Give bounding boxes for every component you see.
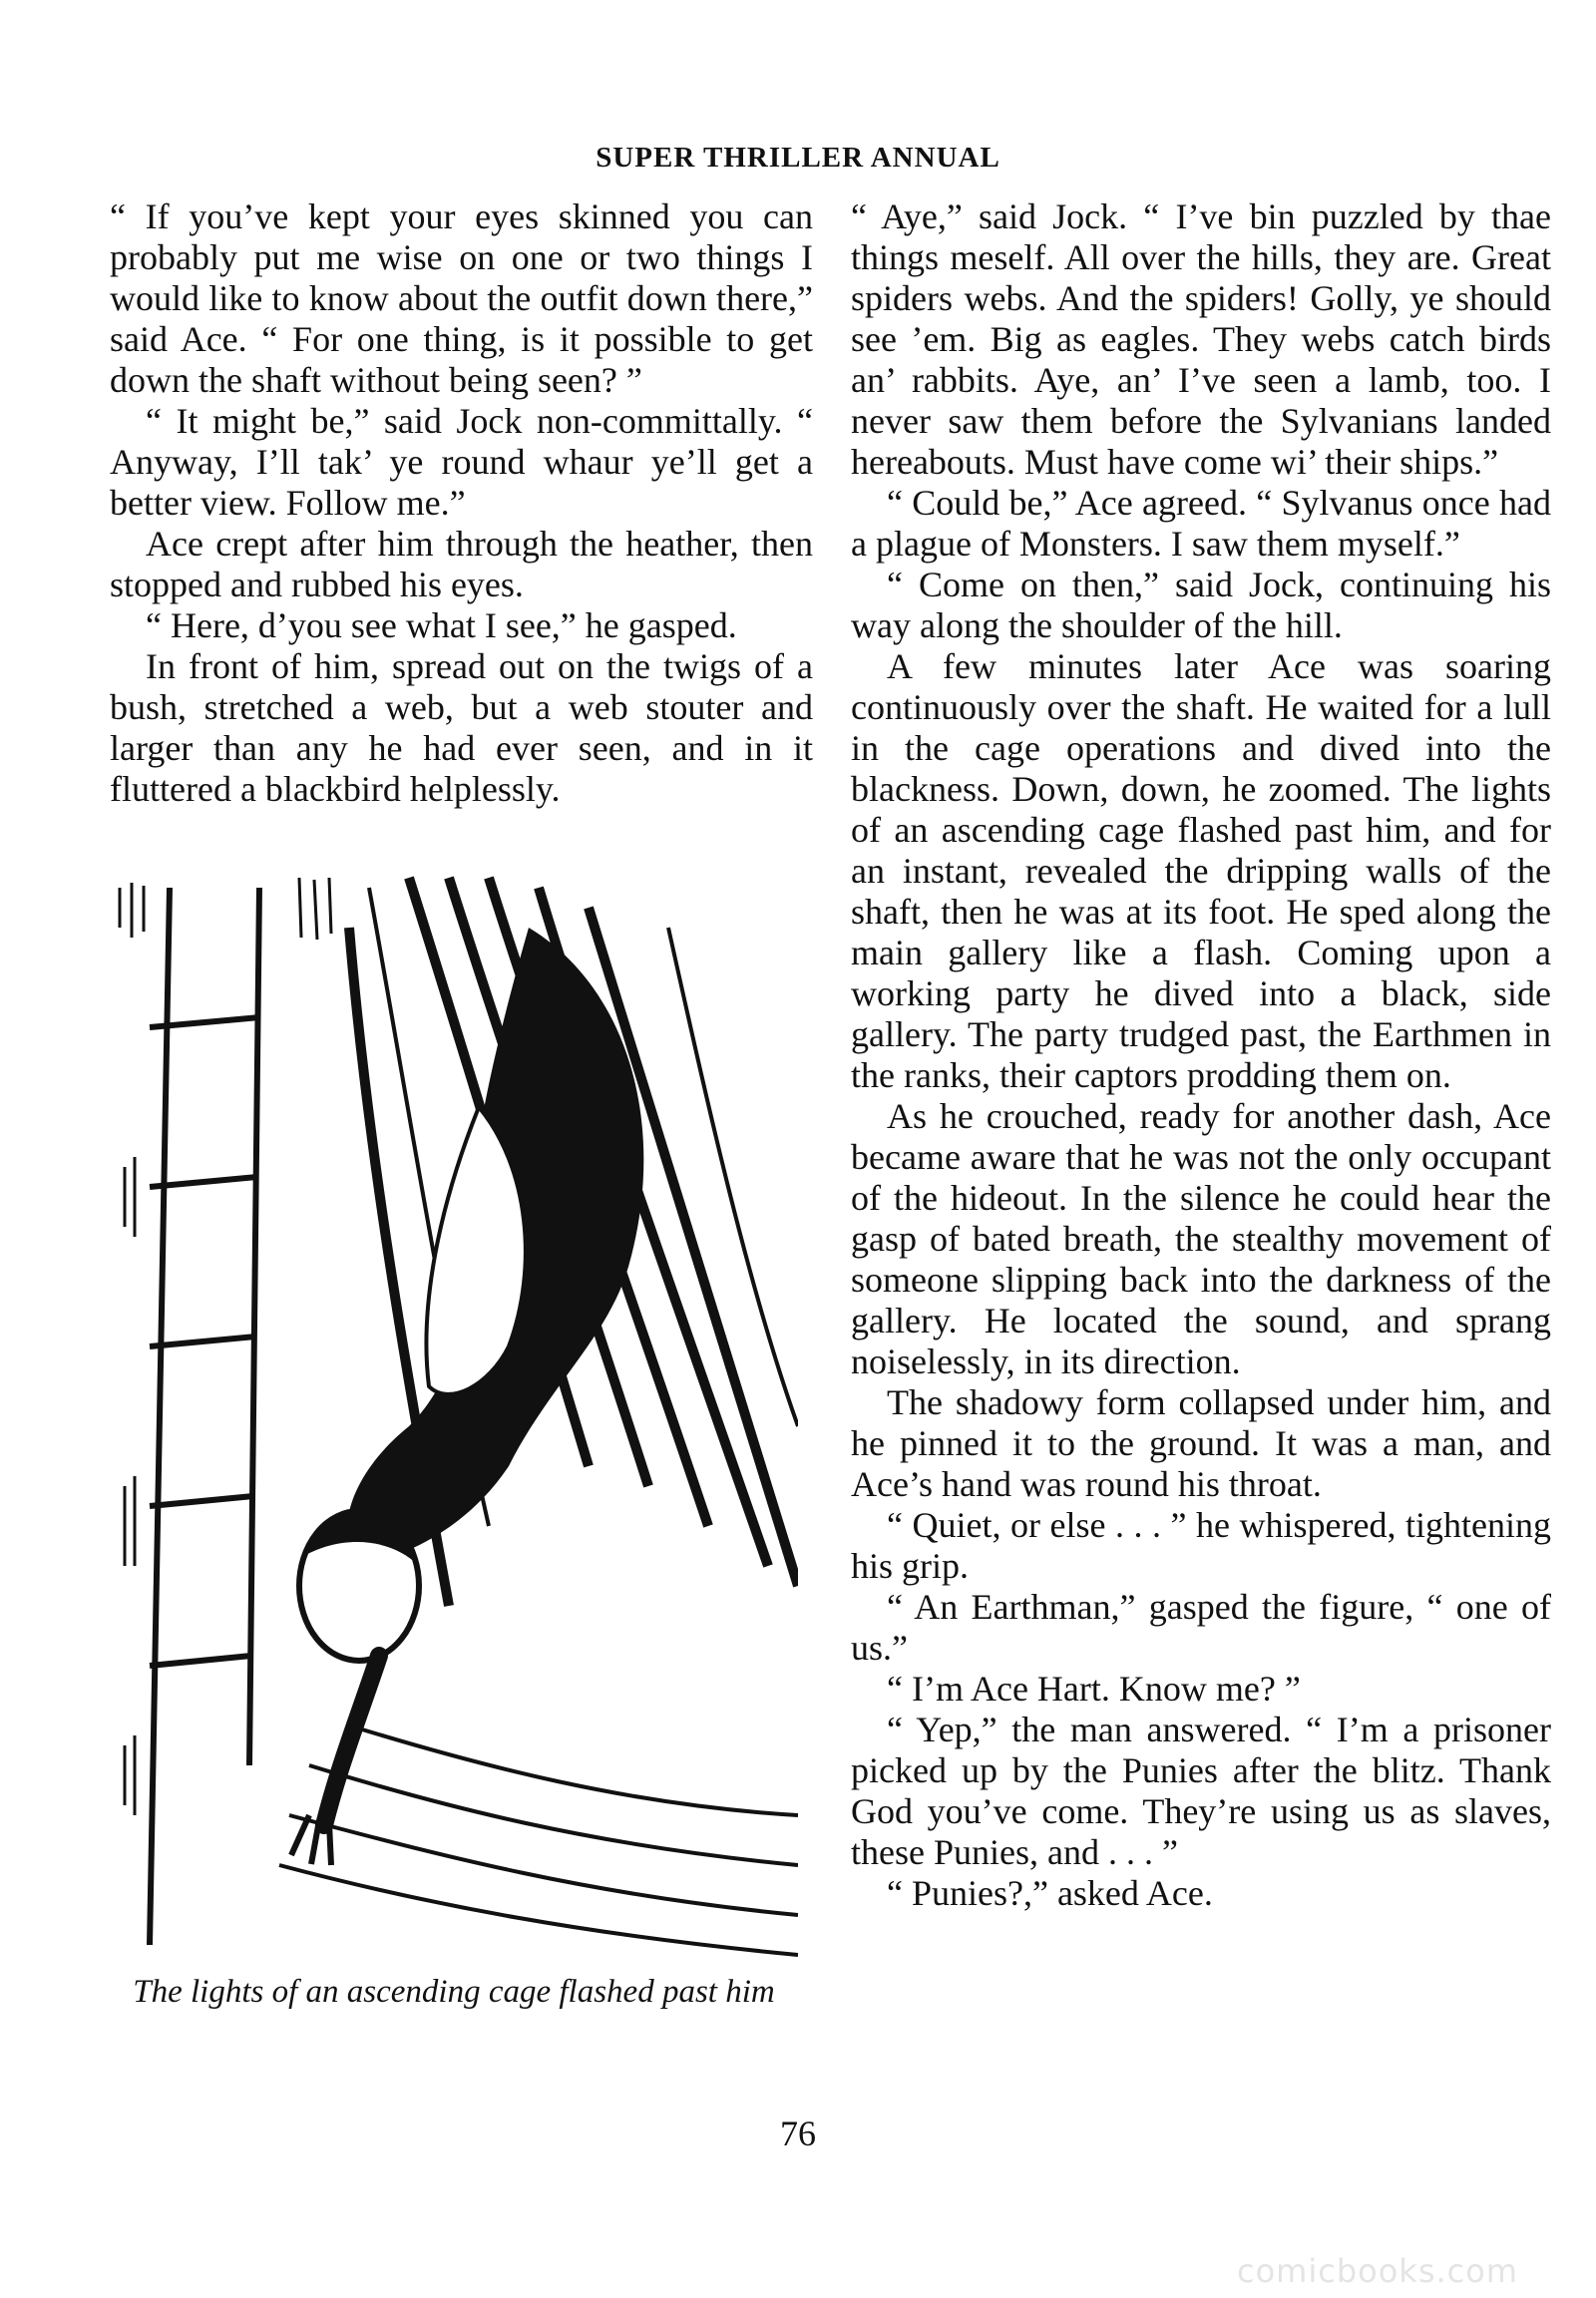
running-header: SUPER THRILLER ANNUAL (596, 142, 1000, 174)
paragraph: “ Here, d’you see what I see,” he gasped. (146, 605, 737, 645)
paragraph: The shadowy form collapsed under him, and he pinned it to the ground. It was a man, and Ace’s hand was round his throat. (851, 1382, 1551, 1504)
paragraph: “ Could be,” Ace agreed. “ Sylvanus once had a plague of Monsters. I saw them myself.” (851, 483, 1551, 564)
paragraph: “ An Earthman,” gasped the figure, “ one of us.” (851, 1587, 1551, 1668)
paragraph: “ Punies?,” asked Ace. (887, 1873, 1213, 1913)
paragraph: Ace crept after him through the heather, then stopped and rubbed his eyes. (110, 524, 813, 604)
paragraph: “ Come on then,” said Jock, continuing his way along the shoulder of the hill. (851, 565, 1551, 645)
illustration-svg (110, 868, 798, 1975)
right-column (851, 196, 1551, 1914)
watermark: comicbooks.com (1236, 2252, 1518, 2290)
paragraph: In front of him, spread out on the twigs of a bush, stretched a web, but a web stouter and larger than any he had ever seen, and in it fluttered a blackbird helplessly. (110, 646, 813, 809)
paragraph: As he crouched, ready for another dash, Ace became aware that he was not the only occupant of the hideout. In the silence he could hear the gasp of bated breath, the stealthy movement of someone slipping back into the darkness of the gallery. He located the sound, and sprang noiselessly, in its direction. (851, 1096, 1551, 1381)
paragraph: A few minutes later Ace was soaring continuously over the shaft. He waited for a lull in the cage operations and dived into the blackness. Down, down, he zoomed. The lights of an ascending cage flashed past him, and for an instant, revealed the dripping walls of the shaft, then he was at its foot. He sped along the main gallery like a flash. Coming upon a working party he dived into a black, side gallery. The party trudged past, the Earthmen in the ranks, their captors prodding them on. (851, 646, 1551, 1095)
paragraph: “ Aye,” said Jock. “ I’ve bin puzzled by thae things meself. All over the hills, they are. Great spiders webs. And the spiders! Golly, ye should see ’em. Big as eagles. They webs catch birds an’ rabbits. Aye, an’ I’ve seen a lamb, too. I never saw them before the Sylvanians landed hereabouts. Must have come wi’ their ships.” (851, 196, 1551, 482)
paragraph: “ It might be,” said Jock non-committally. “ Anyway, I’ll tak’ ye round whaur ye’ll get a better view. Follow me.” (110, 401, 813, 523)
page-number: 76 (780, 2113, 816, 2153)
paragraph: “ I’m Ace Hart. Know me? ” (887, 1669, 1301, 1709)
paragraph: “ Quiet, or else . . . ” he whispered, tightening his grip. (851, 1505, 1551, 1586)
left-column (110, 196, 813, 810)
paragraph: “ Yep,” the man answered. “ I’m a prisoner picked up by the Punies after the blitz. Thank God you’ve come. They’re using us as slaves, these Punies, and . . . ” (851, 1710, 1551, 1872)
illustration-diving-figure (110, 868, 798, 1975)
illustration-caption: The lights of an ascending cage flashed past him (133, 1974, 775, 2010)
paragraph: “ If you’ve kept your eyes skinned you can probably put me wise on one or two things I would like to know about the outfit down there,” said Ace. “ For one thing, is it possible to get down the shaft without being seen? ” (110, 196, 813, 400)
